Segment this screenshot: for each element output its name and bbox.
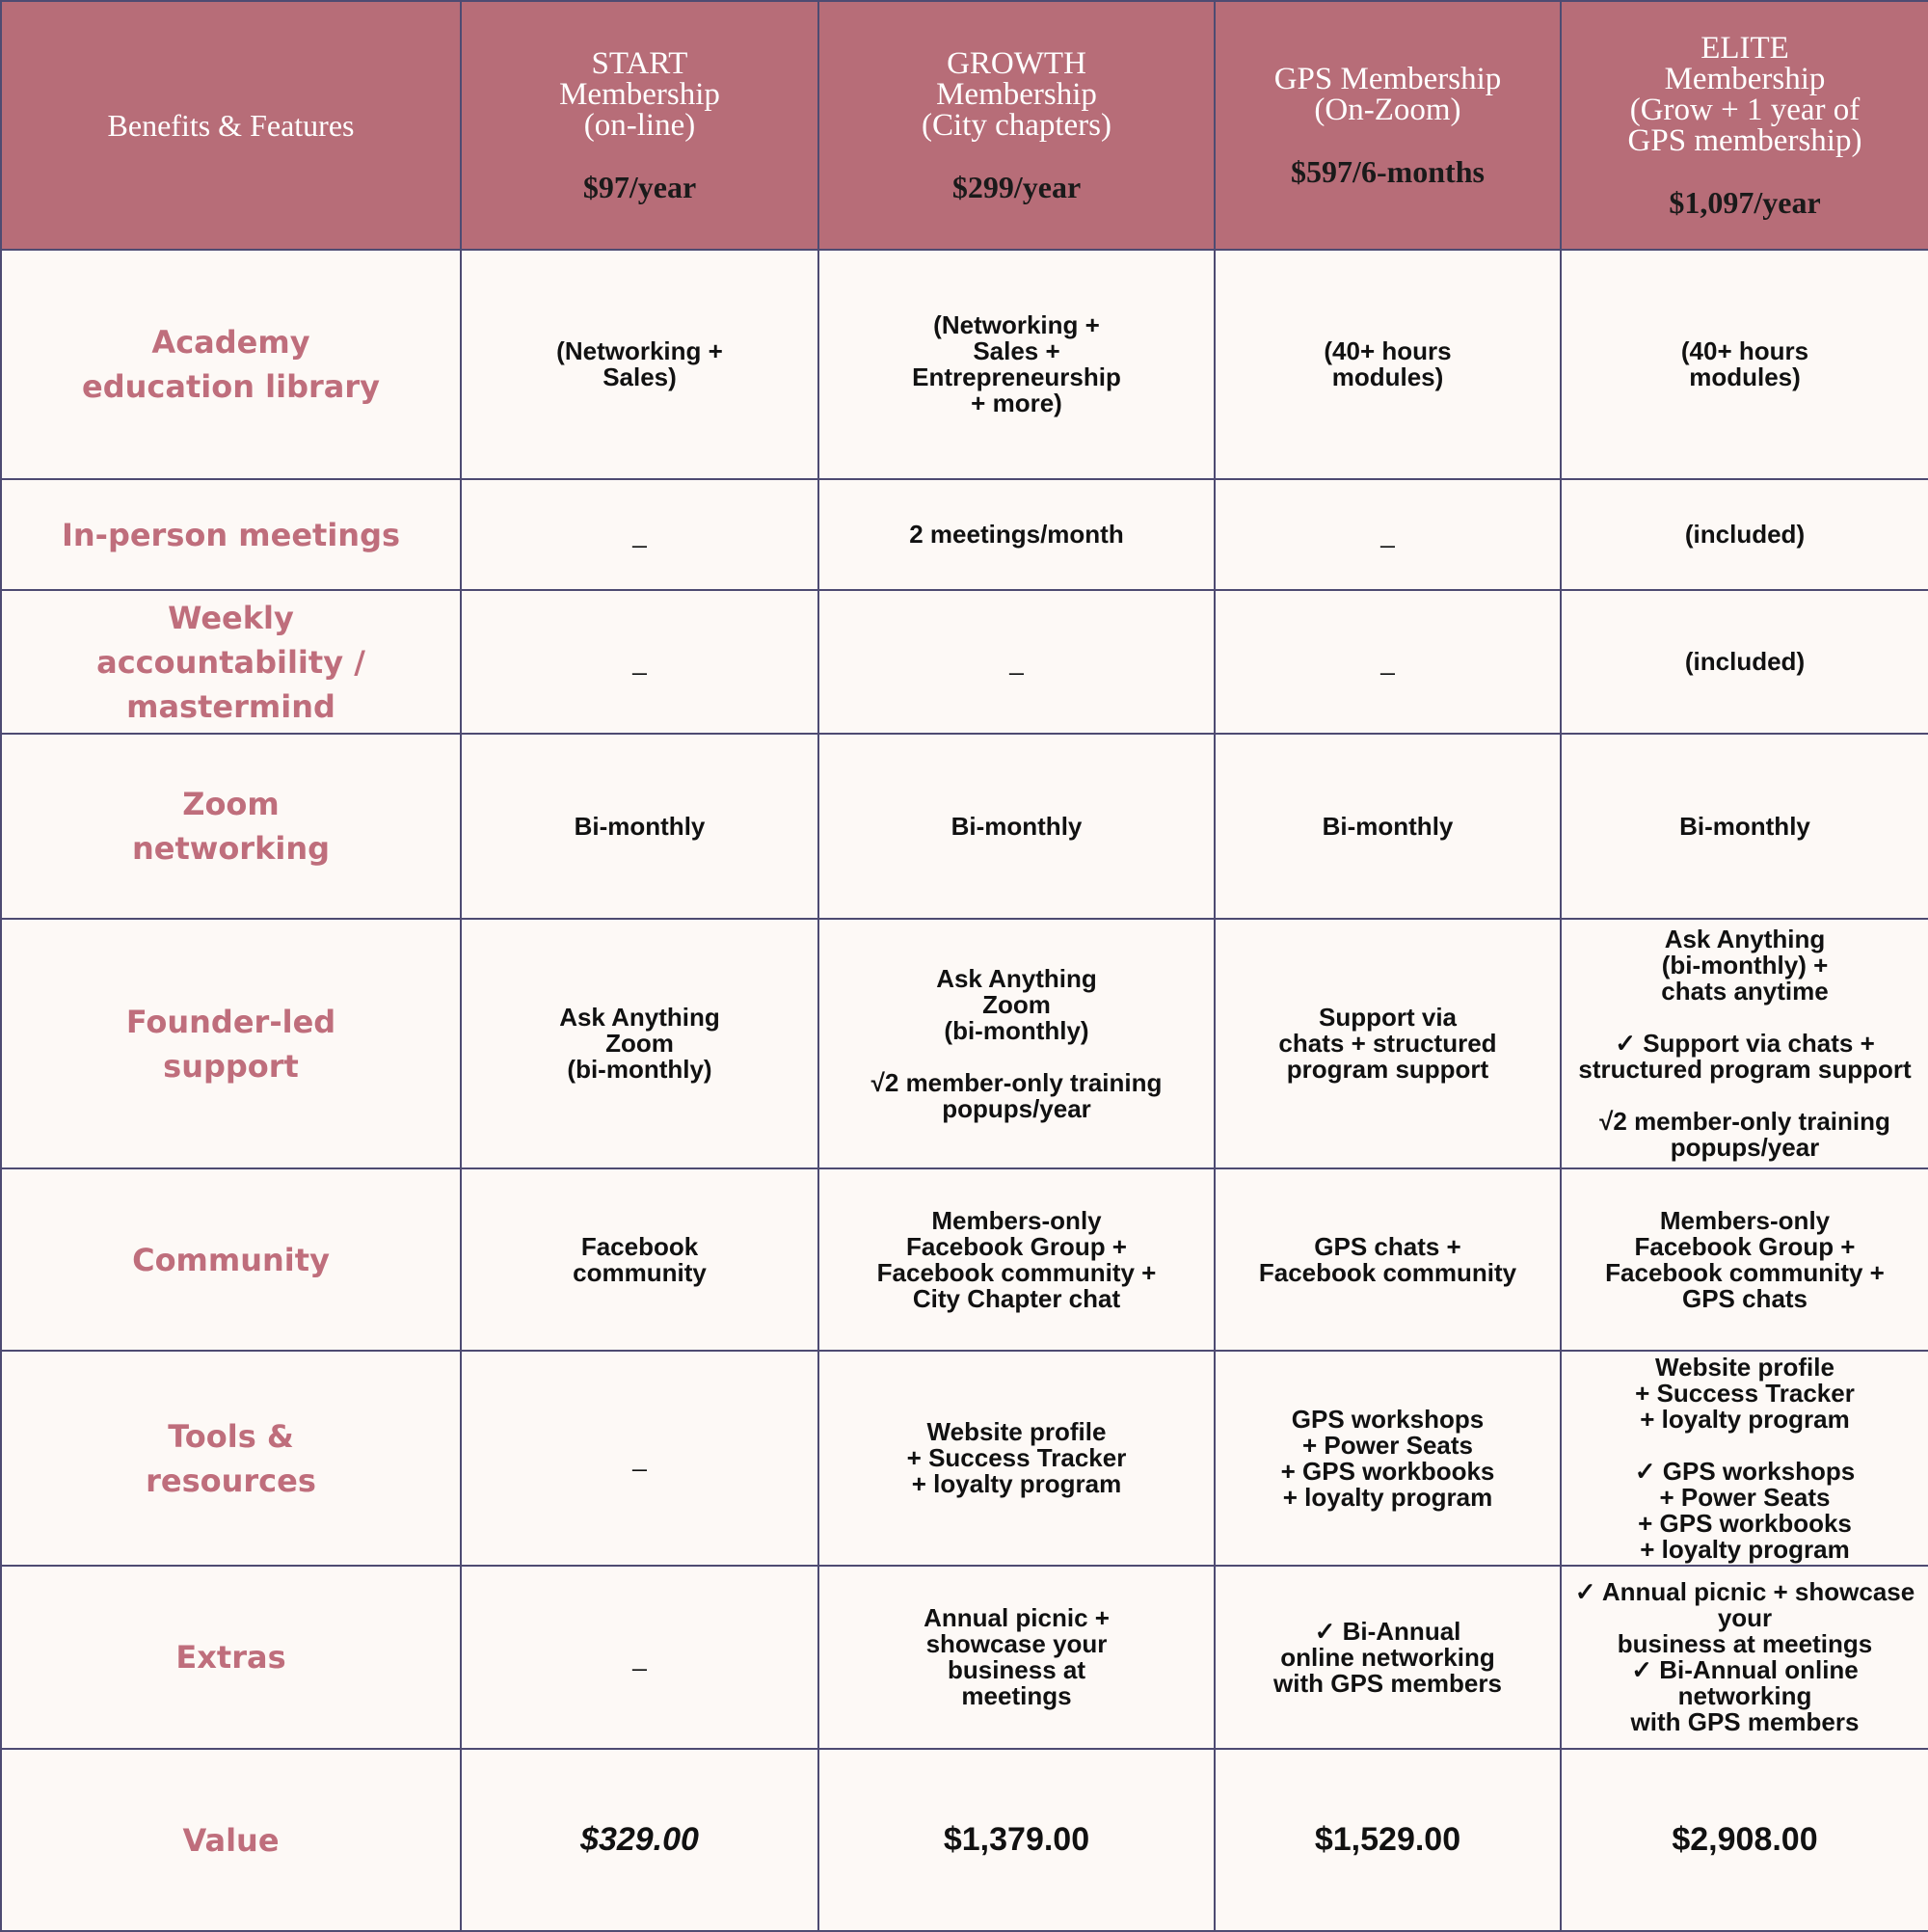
value-gps: $1,529.00 (1215, 1749, 1561, 1931)
cell-gps: Support via chats + structured program support (1215, 919, 1561, 1168)
plan-name: START Membership (on-line) (559, 46, 720, 143)
plan-header-growth (818, 1, 1215, 250)
cell-start: _ (461, 590, 818, 734)
benefits-features-header: Benefits & Features (1, 1, 461, 250)
plan-price: $1,097/year (1669, 185, 1821, 220)
plan-name: ELITE Membership (Grow + 1 year of GPS membership) (1627, 31, 1862, 158)
cell-gps: Bi-monthly (1215, 734, 1561, 919)
cell-gps: (40+ hours modules) (1215, 250, 1561, 479)
cell-growth: Ask Anything Zoom (bi-monthly) √2 member-only training popups/year (818, 919, 1215, 1168)
table-row (1, 919, 1928, 1168)
table-row (1, 479, 1928, 590)
feature-label: Value (1, 1749, 461, 1931)
cell-start: _ (461, 479, 818, 590)
cell-gps: GPS workshops + Power Seats + GPS workbooks + loyalty program (1215, 1351, 1561, 1566)
cell-growth: Website profile + Success Tracker + loyalty program (818, 1351, 1215, 1566)
table-row (1, 734, 1928, 919)
table-row (1, 1566, 1928, 1749)
feature-label: Founder-led support (1, 919, 461, 1168)
cell-growth: _ (818, 590, 1215, 734)
feature-label: Weekly accountability / mastermind (1, 590, 461, 734)
plan-price: $299/year (951, 170, 1082, 204)
table-row (1, 250, 1928, 479)
value-elite: $2,908.00 (1561, 1749, 1928, 1931)
feature-label: Tools & resources (1, 1351, 461, 1566)
plan-header-elite (1561, 1, 1928, 250)
cell-start: _ (461, 1351, 818, 1566)
plan-price: $597/6-months (1291, 154, 1485, 189)
plan-header-gps (1215, 1, 1561, 250)
table-row (1, 1351, 1928, 1566)
plan-price: $97/year (582, 170, 697, 204)
cell-elite: Members-only Facebook Group + Facebook community + GPS chats (1561, 1168, 1928, 1351)
cell-gps: _ (1215, 479, 1561, 590)
cell-elite: (included) (1561, 590, 1928, 734)
cell-elite: ✓ Annual picnic + showcase your business at meetings ✓ Bi-Annual online networking with GPS members (1561, 1566, 1928, 1749)
cell-start: _ (461, 1566, 818, 1749)
cell-growth: Bi-monthly (818, 734, 1215, 919)
value-row (1, 1749, 1928, 1931)
cell-growth: 2 meetings/month (818, 479, 1215, 590)
cell-growth: (Networking + Sales + Entrepreneurship + more) (818, 250, 1215, 479)
value-start: $329.00 (461, 1749, 818, 1931)
feature-label: Academy education library (1, 250, 461, 479)
cell-elite: (40+ hours modules) (1561, 250, 1928, 479)
cell-start: (Networking + Sales) (461, 250, 818, 479)
plan-name: GPS Membership (On-Zoom) (1273, 62, 1502, 127)
cell-start: Facebook community (461, 1168, 818, 1351)
feature-label: Community (1, 1168, 461, 1351)
table-row (1, 1168, 1928, 1351)
cell-start: Ask Anything Zoom (bi-monthly) (461, 919, 818, 1168)
table-row (1, 590, 1928, 734)
cell-gps: _ (1215, 590, 1561, 734)
feature-label: Zoom networking (1, 734, 461, 919)
feature-label: In-person meetings (1, 479, 461, 590)
cell-growth: Members-only Facebook Group + Facebook community + City Chapter chat (818, 1168, 1215, 1351)
cell-gps: GPS chats + Facebook community (1215, 1168, 1561, 1351)
plan-name: GROWTH Membership (City chapters) (921, 46, 1112, 143)
value-growth: $1,379.00 (818, 1749, 1215, 1931)
feature-label: Extras (1, 1566, 461, 1749)
header-row (1, 1, 1928, 250)
cell-growth: Annual picnic + showcase your business at meetings (818, 1566, 1215, 1749)
plan-header-start (461, 1, 818, 250)
cell-start: Bi-monthly (461, 734, 818, 919)
cell-elite: Ask Anything (bi-monthly) + chats anytime ✓ Support via chats + structured program support √2 member-only training popups/year (1561, 919, 1928, 1168)
cell-elite: (included) (1561, 479, 1928, 590)
cell-elite: Website profile + Success Tracker + loyalty program ✓ GPS workshops + Power Seats + GPS workbooks + loyalty program (1561, 1351, 1928, 1566)
cell-elite: Bi-monthly (1561, 734, 1928, 919)
cell-gps: ✓ Bi-Annual online networking with GPS members (1215, 1566, 1561, 1749)
